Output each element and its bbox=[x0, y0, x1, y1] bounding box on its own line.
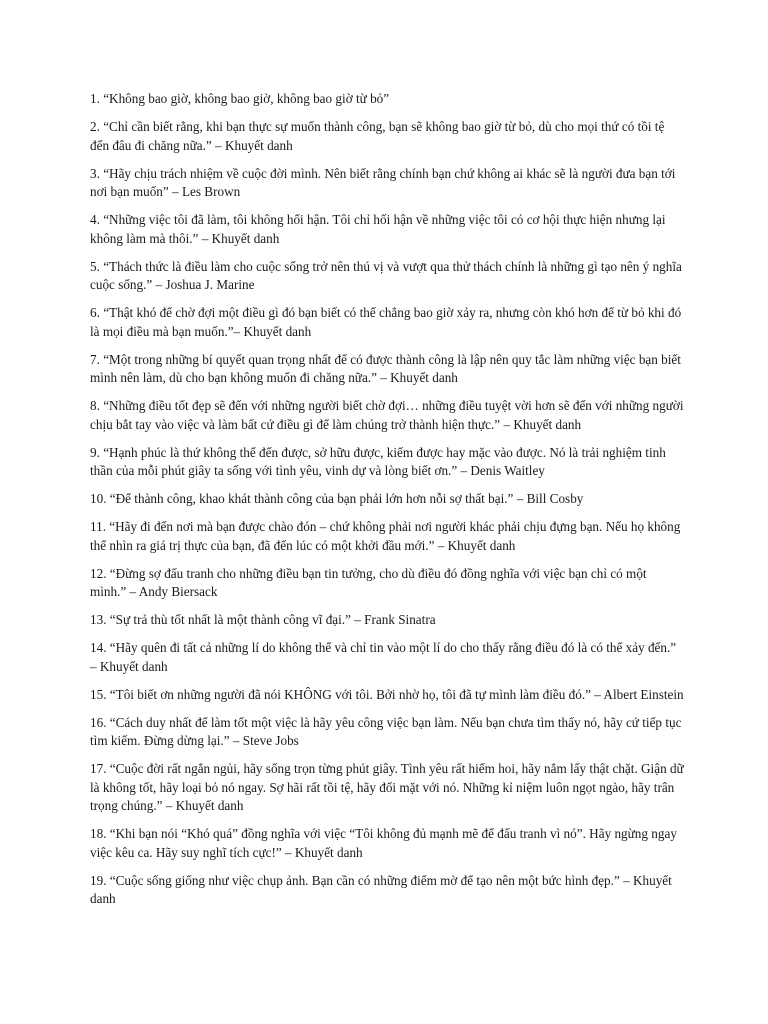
quote-list bbox=[90, 90, 684, 918]
quote-item: 19. “Cuộc sống giống như việc chụp ảnh. Bạn cần có những điểm mờ để tạo nên một bức hình đẹp.” – Khuyết danh bbox=[90, 872, 672, 906]
quote-item: 18. “Khi bạn nói “Khó quá” đồng nghĩa với việc “Tôi không đủ mạnh mẽ để đấu tranh vì nó”. Hãy ngừng ngay việc kêu ca. Hãy suy nghĩ tích cực!” – Khuyết danh bbox=[90, 826, 677, 860]
quote-item: 4. “Những việc tôi đã làm, tôi không hối hận. Tôi chỉ hối hận về những việc tôi có cơ hội thực hiện nhưng lại không làm mà thôi.” – Khuyết danh bbox=[90, 212, 666, 246]
quote-item: 1. “Không bao giờ, không bao giờ, không bao giờ từ bỏ” bbox=[90, 91, 390, 106]
quote-item: 15. “Tôi biết ơn những người đã nói KHÔNG với tôi. Bởi nhờ họ, tôi đã tự mình làm điều đó.” – Albert Einstein bbox=[90, 686, 684, 702]
quote-item: 10. “Để thành công, khao khát thành công của bạn phải lớn hơn nỗi sợ thất bại.” – Bill Cosby bbox=[90, 491, 584, 506]
quote-item: 8. “Những điều tốt đẹp sẽ đến với những người biết chờ đợi… những điều tuyệt vời hơn sẽ đến với những người chịu bắt tay vào việc và làm bất cứ điều gì để làm chúng trở thành hiện thực.” – Khuyết danh bbox=[90, 398, 684, 432]
quote-item: 11. “Hãy đi đến nơi mà bạn được chào đón – chứ không phải nơi người khác phải chịu đựng bạn. Nếu họ không thể nhìn ra giá trị thực của bạn, đã đến lúc có một khởi đầu mới.” – Khuyết danh bbox=[90, 519, 681, 553]
quote-item: 12. “Đừng sợ đấu tranh cho những điều bạn tin tưởng, cho dù điều đó đồng nghĩa với việc bạn chỉ có một mình.” – Andy Biersack bbox=[90, 565, 647, 599]
quote-item: 16. “Cách duy nhất để làm tốt một việc là hãy yêu công việc bạn làm. Nếu bạn chưa tìm thấy nó, hãy cứ tiếp tục tìm kiếm. Đừng dừng lại.” – Steve Jobs bbox=[90, 714, 682, 748]
quote-item: 9. “Hạnh phúc là thứ không thể đến được, sở hữu được, kiếm được hay mặc vào được. Nó là trải nghiệm tinh thần của mỗi phút giây ta sống với tình yêu, vinh dự và lòng biết ơn.” – Denis Waitley bbox=[90, 444, 666, 478]
quote-item: 5. “Thách thức là điều làm cho cuộc sống trở nên thú vị và vượt qua thử thách chính là những gì tạo nên ý nghĩa cuộc sống.” – Joshua J. Marine bbox=[90, 258, 682, 292]
quote-item: 13. “Sự trả thù tốt nhất là một thành công vĩ đại.” – Frank Sinatra bbox=[90, 612, 436, 627]
quote-item: 17. “Cuộc đời rất ngắn ngủi, hãy sống trọn từng phút giây. Tình yêu rất hiếm hoi, hãy nắm lấy thật chặt. Giận dữ là không tốt, hãy loại bỏ nó ngay. Sợ hãi rất tồi tệ, hãy đối mặt với nó. Những kỉ niệm luôn ngọt ngào, hãy trân trọng chúng.” – Khuyết danh bbox=[90, 761, 684, 813]
quote-item: 14. “Hãy quên đi tất cả những lí do không thể và chỉ tin vào một lí do cho thấy rằng điều đó là có thể xảy đến.” – Khuyết danh bbox=[90, 640, 677, 674]
quote-item: 2. “Chỉ cần biết rằng, khi bạn thực sự muốn thành công, bạn sẽ không bao giờ từ bỏ, dù cho mọi thứ có tồi tệ đến đâu đi chăng nữa.” – Khuyết danh bbox=[90, 119, 665, 153]
quote-item: 6. “Thật khó để chờ đợi một điều gì đó bạn biết có thể chẳng bao giờ xảy ra, nhưng còn khó hơn để từ bỏ khi đó là mọi điều mà bạn muốn.”– Khuyết danh bbox=[90, 305, 682, 339]
quote-item: 3. “Hãy chịu trách nhiệm về cuộc đời mình. Nên biết rằng chính bạn chứ không ai khác sẽ là người đưa bạn tới nơi bạn muốn” – Les Brown bbox=[90, 165, 676, 199]
quote-item: 7. “Một trong những bí quyết quan trọng nhất để có được thành công là lập nên quy tắc làm những việc bạn biết mình nên làm, dù cho bạn không muốn đi chăng nữa.” – Khuyết danh bbox=[90, 351, 681, 385]
